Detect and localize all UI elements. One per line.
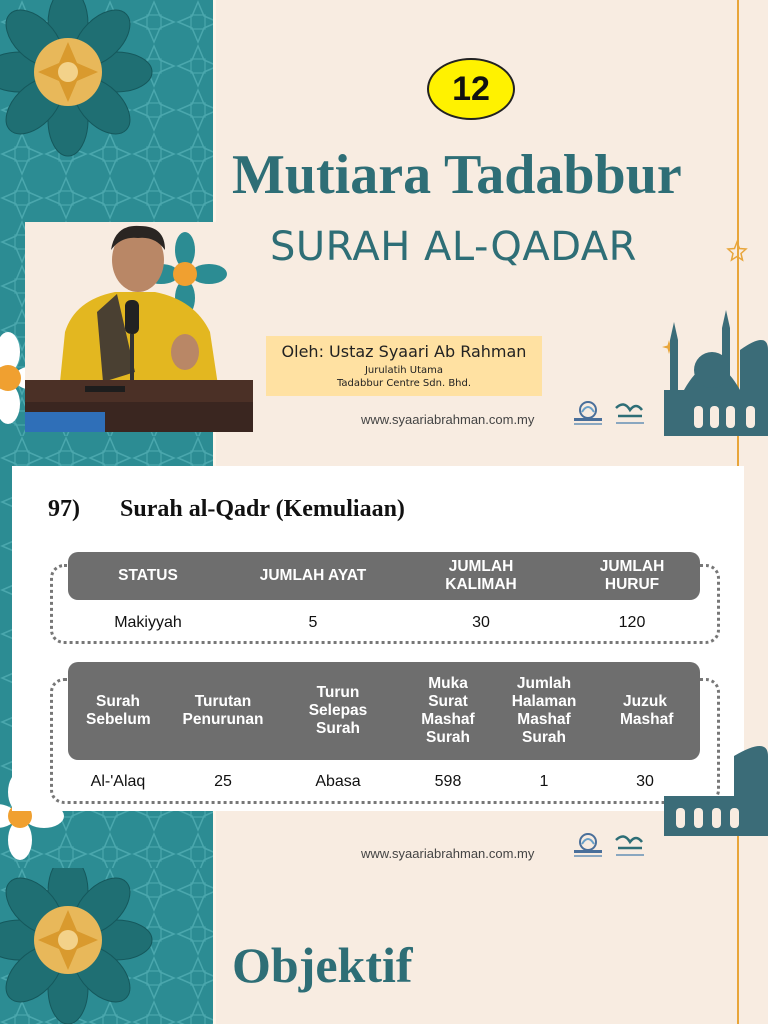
sponsor-logos: [572, 830, 652, 867]
table1-cell: 120: [618, 614, 646, 631]
surah-name: Surah al-Qadr (Kemuliaan): [120, 496, 405, 522]
table1-cell: 30: [472, 614, 490, 631]
objective-title: Objektif: [232, 937, 413, 993]
website-link[interactable]: www.syaariabrahman.com.my: [361, 412, 535, 427]
website-link[interactable]: www.syaariabrahman.com.my: [361, 846, 535, 861]
table1-header-cell: STATUS: [118, 567, 178, 584]
table2-header-cell: Juzuk Mashaf: [620, 693, 674, 728]
info-card: [12, 466, 744, 811]
slide-objective: [0, 868, 768, 1024]
geometric-pattern-icon: [0, 868, 215, 1024]
author-box: [266, 336, 542, 396]
surah-heading: [48, 496, 405, 523]
slide-cover: [0, 0, 768, 436]
sponsor-logos: [572, 398, 652, 435]
page-title: Mutiara Tadabbur: [232, 144, 682, 206]
table1-header-cell: JUMLAH AYAT: [259, 567, 367, 584]
presenter-photo: [25, 222, 253, 432]
star-icon: [726, 240, 748, 262]
table2-cell: Abasa: [315, 773, 361, 790]
brand-logo-icon: [572, 398, 652, 430]
surah-number: 97): [48, 496, 80, 522]
table1-header-cell: JUMLAH HURUF: [599, 558, 665, 593]
table2-cell: 25: [214, 773, 232, 790]
table1-cell: Makiyyah: [114, 614, 182, 631]
table2-cell: 30: [636, 773, 654, 790]
author-name: Oleh: Ustaz Syaari Ab Rahman: [281, 342, 527, 361]
table2-header-cell: Turun Selepas Surah: [308, 684, 368, 737]
table2-header-cell: Jumlah Halaman Mashaf Surah: [511, 675, 577, 746]
author-org: Tadabbur Centre Sdn. Bhd.: [336, 378, 472, 389]
table2-cell: Al-'Alaq: [90, 773, 146, 790]
table2-header-cell: Surah Sebelum: [86, 693, 151, 728]
table2-header-cell: Turutan Penurunan: [182, 693, 264, 728]
author-role: Jurulatih Utama: [364, 365, 444, 376]
band-divider: [213, 868, 216, 1024]
presenter-photo-icon: [25, 222, 253, 432]
slide-info: [0, 436, 768, 868]
brand-logo-icon: [572, 830, 652, 862]
table2-cell: 1: [539, 773, 549, 790]
slide-number-badge: 12: [427, 58, 515, 120]
table1-row: [68, 610, 700, 636]
table1-header: [68, 552, 700, 600]
decorative-band: [0, 868, 215, 1024]
table2-row: [68, 769, 700, 795]
mosque-icon: [664, 310, 768, 436]
page-subtitle: SURAH AL-QADAR: [270, 224, 637, 270]
table1-header-cell: JUMLAH KALIMAH: [445, 558, 517, 593]
table2-header-cell: Muka Surat Mashaf Surah: [421, 675, 475, 746]
decorative-line: [737, 868, 739, 1024]
table1-cell: 5: [308, 614, 318, 631]
table2-cell: 598: [434, 773, 462, 790]
mosque-icon: [664, 736, 768, 836]
table2-header: [68, 662, 700, 760]
